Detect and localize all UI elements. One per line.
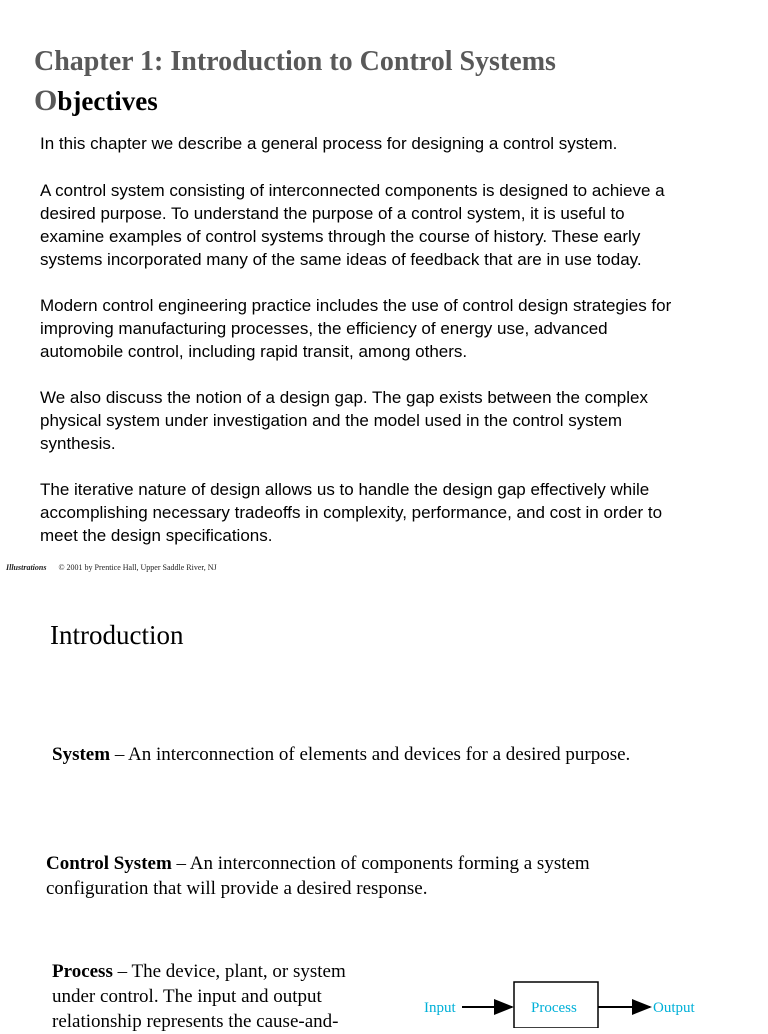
paragraph-line: physical system under investigation and the model used in the control system xyxy=(40,411,623,430)
paragraph-iterative xyxy=(40,478,760,547)
definition-line: configuration that will provide a desired response. xyxy=(46,878,428,899)
definition-term: System xyxy=(52,744,111,765)
paragraph-line: improving manufacturing processes, the efficiency of energy use, advanced xyxy=(40,319,608,338)
definition-line: under control. The input and output xyxy=(52,986,322,1007)
paragraph-line: In this chapter we describe a general process for designing a control system. xyxy=(40,134,618,153)
definition-text: – The device, plant, or system xyxy=(112,961,346,982)
process-definition xyxy=(52,959,346,1034)
diagram-process-label: Process xyxy=(531,1000,577,1016)
paragraph-line: examine examples of control systems through the course of history. These early xyxy=(40,227,641,246)
chapter-title: Chapter 1: Introduction to Control Systems xyxy=(34,46,556,77)
paragraph-line: synthesis. xyxy=(40,434,116,453)
paragraph-line: automobile control, including rapid transit, among others. xyxy=(40,342,468,361)
copyright-footer xyxy=(6,563,217,572)
footer-label: Illustrations xyxy=(6,563,47,572)
definition-line: relationship represents the cause-and- xyxy=(52,1011,339,1032)
paragraph-line: meet the design specifications. xyxy=(40,526,273,545)
objectives-initial: O xyxy=(34,84,58,117)
diagram-input-label: Input xyxy=(424,1000,456,1016)
definition-line xyxy=(46,851,590,876)
objectives-heading xyxy=(34,84,158,118)
definition-line xyxy=(52,742,630,767)
paragraph-line: accomplishing necessary tradeoffs in complexity, performance, and cost in order to xyxy=(40,503,663,522)
paragraph-line: The iterative nature of design allows us to handle the design gap effectively while xyxy=(40,480,650,499)
intro-title: Introduction xyxy=(50,620,184,650)
definition-term: Control System xyxy=(46,853,172,874)
paragraph-modern xyxy=(40,294,760,363)
footer-text: © 2001 by Prentice Hall, Upper Saddle River, NJ xyxy=(58,563,217,572)
diagram-output-label: Output xyxy=(653,1000,695,1016)
paragraph-design-gap xyxy=(40,386,760,455)
paragraph-line: A control system consisting of interconnected components is designed to achieve a xyxy=(40,181,665,200)
paragraph-intro xyxy=(40,132,760,155)
definition-term: Process xyxy=(52,961,113,982)
paragraph-line: We also discuss the notion of a design gap. The gap exists between the complex xyxy=(40,388,648,407)
paragraph-line: Modern control engineering practice includes the use of control design strategies for xyxy=(40,296,672,315)
paragraph-purpose xyxy=(40,179,760,271)
control-system-definition xyxy=(46,851,590,901)
definition-text: – An interconnection of components forming a system xyxy=(171,853,590,874)
paragraph-line: desired purpose. To understand the purpose of a control system, it is useful to xyxy=(40,204,625,223)
process-block-diagram xyxy=(418,978,718,1028)
definition-text: – An interconnection of elements and devices for a desired purpose. xyxy=(110,744,631,765)
paragraph-line: systems incorporated many of the same ideas of feedback that are in use today. xyxy=(40,250,642,269)
definition-line xyxy=(52,959,346,984)
objectives-rest: bjectives xyxy=(57,86,158,116)
system-definition xyxy=(52,742,630,767)
